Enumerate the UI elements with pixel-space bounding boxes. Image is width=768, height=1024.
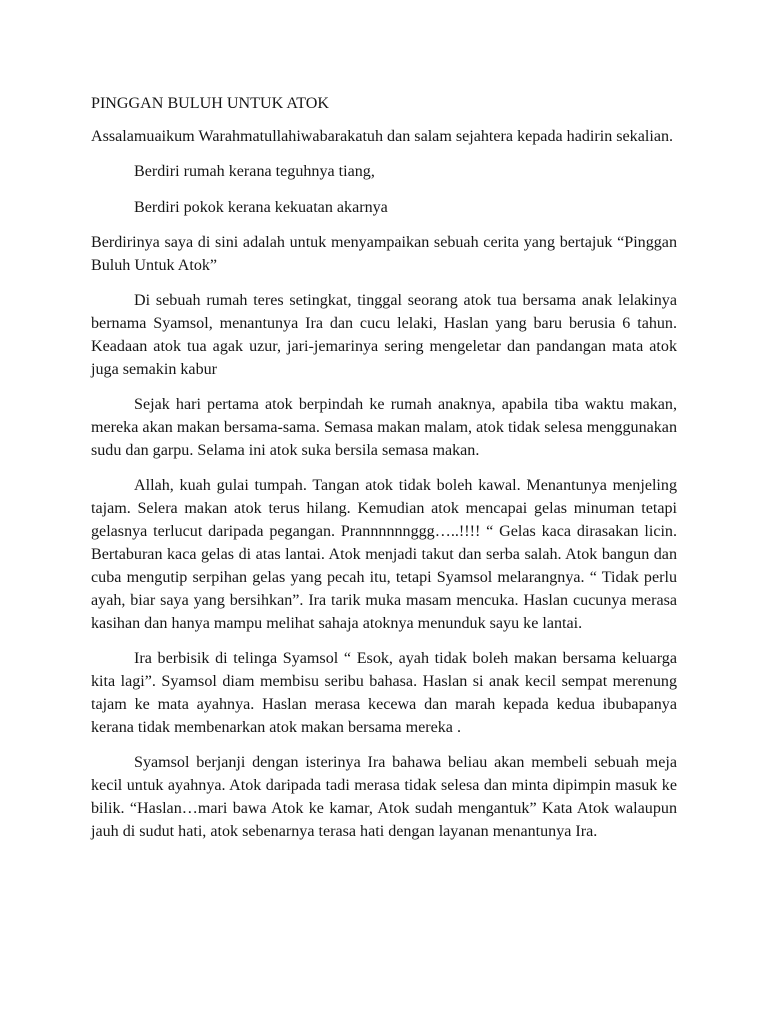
document-page: [91, 92, 677, 855]
document-title: PINGGAN BULUH UNTUK ATOK: [91, 95, 329, 112]
verse-line: Berdiri rumah kerana teguhnya tiang,: [134, 163, 375, 180]
intro-paragraph: Berdirinya saya di sini adalah untuk menyampaikan sebuah cerita yang bertajuk “Pinggan Buluh Untuk Atok”: [91, 234, 677, 274]
story-paragraph: Sejak hari pertama atok berpindah ke rumah anaknya, apabila tiba waktu makan, mereka akan makan bersama-sama. Semasa makan malam, atok tidak selesa menggunakan sudu dan garpu. Selama ini atok suka bersila semasa makan.: [91, 396, 677, 459]
greeting-paragraph: Assalamuaikum Warahmatullahiwabarakatuh dan salam sejahtera kepada hadirin sekalian.: [91, 128, 674, 145]
story-paragraph: Ira berbisik di telinga Syamsol “ Esok, ayah tidak boleh makan bersama keluarga kita lagi”. Syamsol diam membisu seribu bahasa. Haslan si anak kecil sempat merenung tajam ke mata ayahnya. Haslan merasa kecewa dan marah kepada kedua ibubapanya kerana tidak membenarkan atok makan bersama mereka .: [91, 650, 677, 736]
verse-line: Berdiri pokok kerana kekuatan akarnya: [134, 199, 388, 216]
story-paragraph: Di sebuah rumah teres setingkat, tinggal seorang atok tua bersama anak lelakinya bernama Syamsol, menantunya Ira dan cucu lelaki, Haslan yang baru berusia 6 tahun. Keadaan atok tua agak uzur, jari-jemarinya sering mengeletar dan pandangan mata atok juga semakin kabur: [91, 292, 677, 378]
story-paragraph: Allah, kuah gulai tumpah. Tangan atok tidak boleh kawal. Menantunya menjeling tajam. Selera makan atok terus hilang. Kemudian atok mencapai gelas minuman tetapi gelasnya terlucut daripada pegangan. Prannnnnnggg…..!!!! “ Gelas kaca dirasakan licin. Bertaburan kaca gelas di atas lantai. Atok menjadi takut dan serba salah. Atok bangun dan cuba mengutip serpihan gelas yang pecah itu, tetapi Syamsol melarangnya. “ Tidak perlu ayah, biar saya yang bersihkan”. Ira tarik muka masam mencuka. Haslan cucunya merasa kasihan dan hanya mampu melihat sahaja atoknya menunduk sayu ke lantai.: [91, 477, 677, 632]
story-paragraph: Syamsol berjanji dengan isterinya Ira bahawa beliau akan membeli sebuah meja kecil untuk ayahnya. Atok daripada tadi merasa tidak selesa dan minta dipimpin masuk ke bilik. “Haslan…mari bawa Atok ke kamar, Atok sudah mengantuk” Kata Atok walaupun jauh di sudut hati, atok sebenarnya terasa hati dengan layanan menantunya Ira.: [91, 754, 677, 840]
